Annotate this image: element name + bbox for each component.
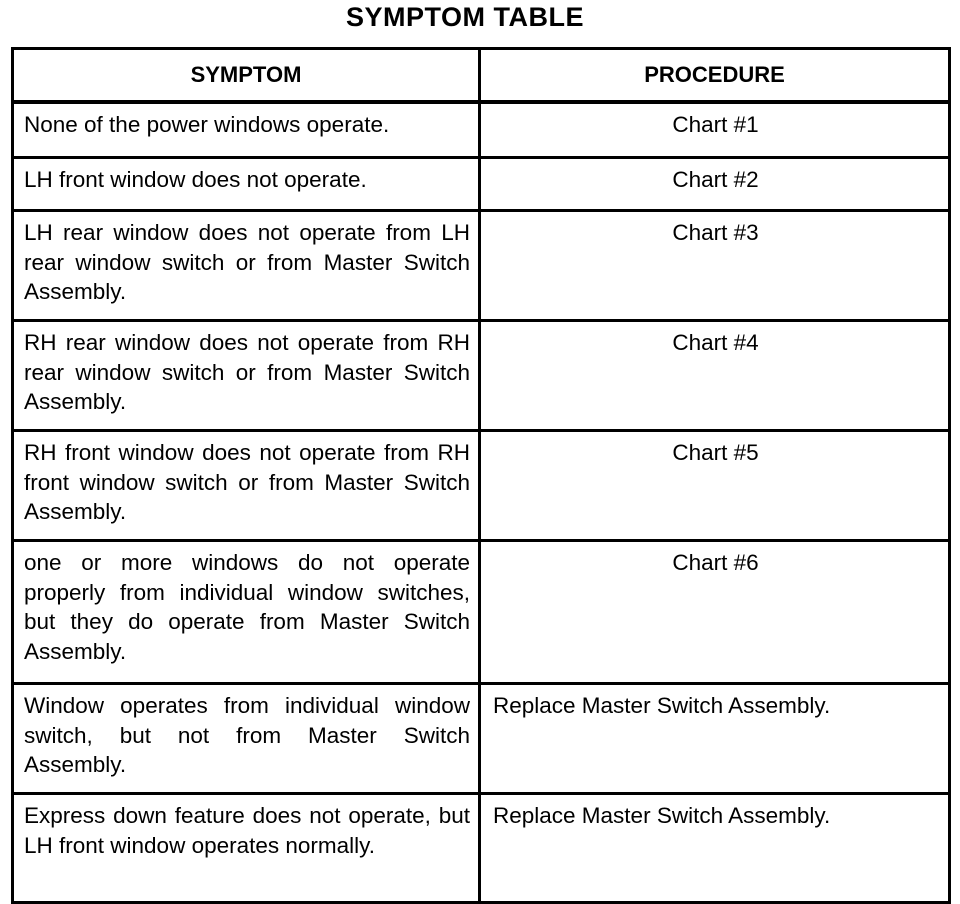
table-row [13,541,950,684]
table-row [13,794,950,903]
symptom-cell: one or more windows do not operate properly from individual window switches, but they do operate from Master Switch Assembly. [13,541,480,684]
header-procedure: PROCEDURE [480,49,950,103]
symptom-cell: Express down feature does not operate, but LH front window operates normally. [13,794,480,903]
procedure-cell: Chart #4 [480,321,950,431]
symptom-cell: LH rear window does not operate from LH rear window switch or from Master Switch Assembly. [13,211,480,321]
procedure-cell: Chart #2 [480,158,950,211]
symptom-table [11,47,951,904]
symptom-cell: None of the power windows operate. [13,102,480,158]
procedure-cell: Chart #1 [480,102,950,158]
procedure-cell: Chart #6 [480,541,950,684]
table-row [13,102,950,158]
table-row [13,158,950,211]
table-row [13,321,950,431]
symptom-cell: RH front window does not operate from RH front window switch or from Master Switch Assembly. [13,431,480,541]
procedure-cell: Replace Master Switch Assembly. [480,794,950,903]
procedure-cell: Chart #3 [480,211,950,321]
symptom-cell: RH rear window does not operate from RH rear window switch or from Master Switch Assembly. [13,321,480,431]
procedure-cell: Replace Master Switch Assembly. [480,684,950,794]
table-row [13,684,950,794]
procedure-cell: Chart #5 [480,431,950,541]
table-header-row [13,49,950,103]
page-title: SYMPTOM TABLE [345,2,584,32]
table-row [13,431,950,541]
symptom-cell: Window operates from individual window switch, but not from Master Switch Assembly. [13,684,480,794]
symptom-cell: LH front window does not operate. [13,158,480,211]
header-symptom: SYMPTOM [13,49,480,103]
table-row [13,211,950,321]
